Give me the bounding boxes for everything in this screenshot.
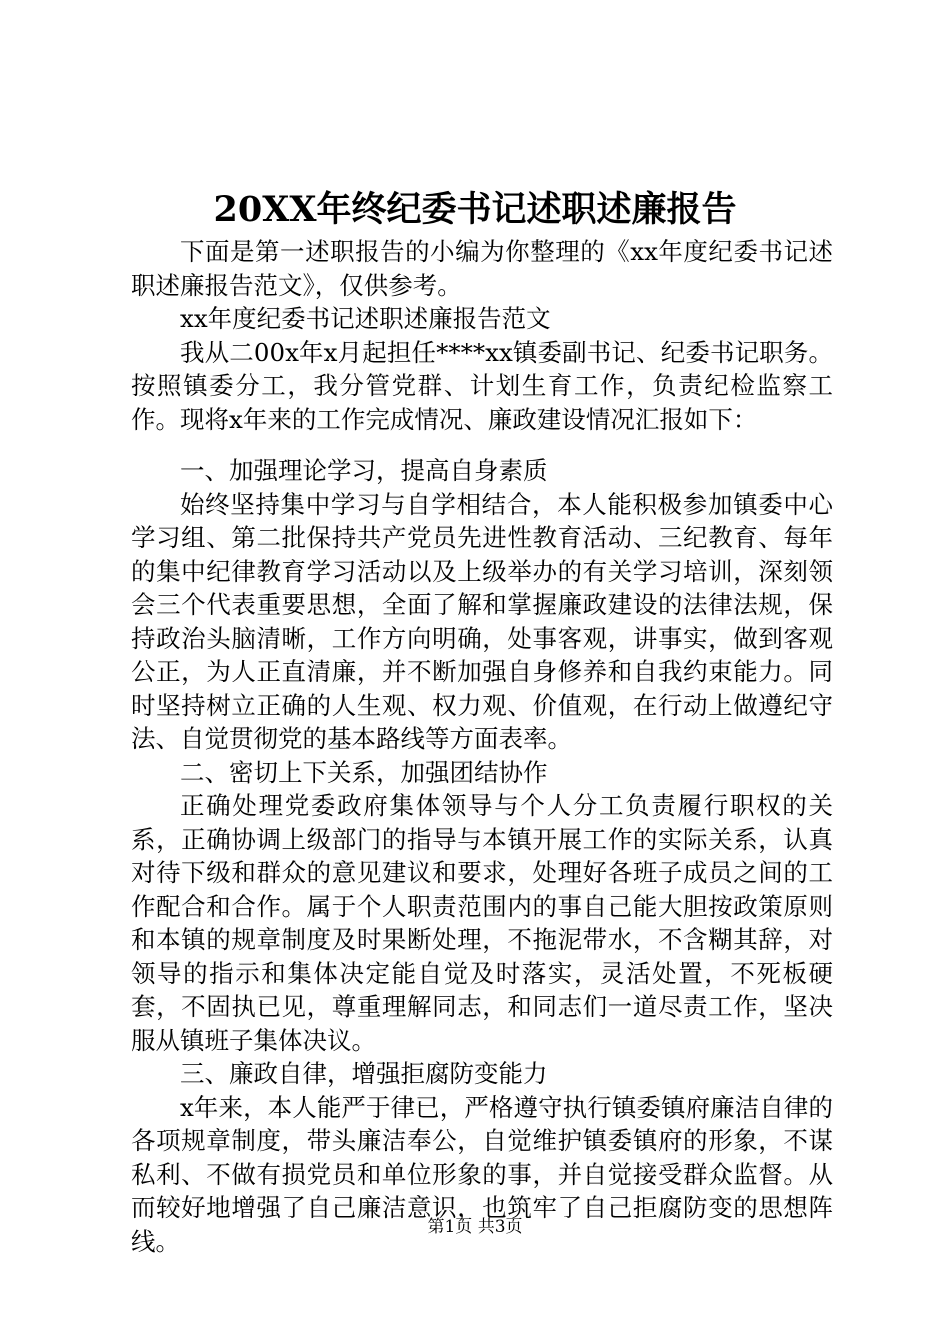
document-title: 20XX年终纪委书记述职述廉报告 [213,189,737,230]
section-paragraph-2: 正确处理党委政府集体领导与个人分工负责履行职权的关系，正确协调上级部门的指导与本镇开展工作的实际关系，认真对待下级和群众的意见建议和要求，处理好各班子成员之间的工作配合和合作。属于个人职责范围内的事自己能大胆按政策原则和本镇的规章制度及时果断处理，不拖泥带水，不含糊其辞，对领导的指示和集体决定能自觉及时落实，灵活处置，不死板硬套，不固执已见，尊重理解同志，和同志们一道尽责工作，坚决服从镇班子集体决议。 [131,791,833,1055]
subtitle-paragraph: xx年度纪委书记述职述廉报告范文 [180,304,551,333]
document-body [131,235,833,1258]
intro-paragraph: 下面是第一述职报告的小编为你整理的《xx年度纪委书记述职述廉报告范文》，仅供参考。 [131,237,833,300]
section-heading-3: 三、廉政自律，增强拒腐防变能力 [180,1059,548,1088]
section-paragraph-1: 始终坚持集中学习与自学相结合，本人能积极参加镇委中心学习组、第二批保持共产党员先进性教育活动、三纪教育、每年的集中纪律教育学习活动以及上级举办的有关学习培训，深刻领会三个代表重要思想，全面了解和掌握廉政建设的法律法规，保持政治头脑清晰，工作方向明确，处事客观，讲事实，做到客观公正，为人正直清廉，并不断加强自身修养和自我约束能力。同时坚持树立正确的人生观、权力观、价值观，在行动上做遵纪守法、自觉贯彻党的基本路线等方面表率。 [131,489,833,753]
section-heading-2: 二、密切上下关系，加强团结协作 [180,757,548,787]
opening-paragraph: 我从二00x年x月起担任****xx镇委副书记、纪委书记职务。按照镇委分工，我分管党群、计划生育工作，负责纪检监察工作。现将x年来的工作完成情况、廉政建设情况汇报如下： [131,337,833,434]
section-paragraph-3: x年来，本人能严于律已，严格遵守执行镇委镇府廉洁自律的各项规章制度，带头廉洁奉公，自觉维护镇委镇府的形象，不谋私利、不做有损党员和单位形象的事，并自觉接受群众监督。从而较好地增强了自己廉洁意识，也筑牢了自己拒腐防变的思想阵线。 [131,1092,833,1256]
section-heading-1: 一、加强理论学习，提高自身素质 [180,456,548,485]
page-footer: 第1页 共3页 [427,1217,523,1237]
